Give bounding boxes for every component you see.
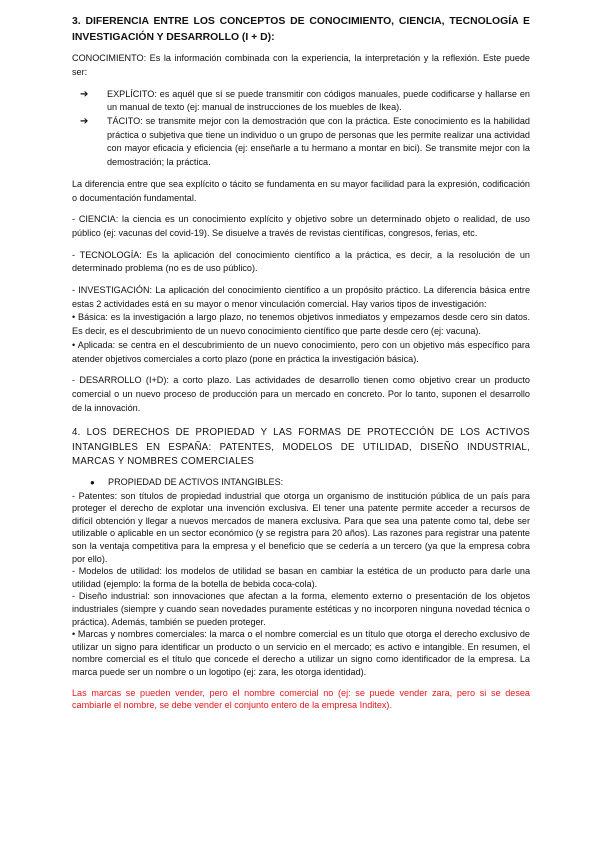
aplicada-paragraph: • Aplicada: se centra en el descubrimiento de un nuevo conocimiento, pero con un objetivo más específico para atender objetivos comerciales a corto plazo (pone en práctica la investigación básica). [72,339,530,364]
conocimiento-paragraph: CONOCIMIENTO: Es la información combinada con la experiencia, la interpretación y la reflexión. Este puede ser: [72,53,530,77]
desarrollo-paragraph: - DESARROLLO (I+D): a corto plazo. Las actividades de desarrollo tienen como objetivo crear un producto comercial o un nuevo proceso de producción para un mercado en concreto. Por lo tanto, suponen el desarrollo de la innovación. [72,375,530,413]
nota-roja: Las marcas se pueden vender, pero el nombre comercial no (ej: se puede vender zara, pero si se desea cambiarle el nombre, se debe vender el conjunto entero de la empresa Inditex). [72,687,530,711]
explicito-text: EXPLÍCITO: es aquél que sí se puede transmitir con códigos manuales, puede codificarse y hallarse en un manual de texto (ej: manual de instrucciones de los muebles de Ikea). [107,88,530,113]
tecnologia-paragraph: - TECNOLOGÍA: Es la aplicación del conocimiento científico a la práctica, es decir, a la resolución de un determinado problema (no es de uso público). [72,249,530,274]
arrow-right-icon: ➔ [80,88,89,100]
basica-paragraph: • Básica: es la investigación a largo plazo, no tenemos objetivos inmediatos y empezamos desde cero sin datos. Es decir, es el descubrimiento de un nuevo conocimiento científico que parte desde cero (ej: vacuna). [72,312,530,337]
diseno-paragraph: - Diseño industrial: son innovaciones que afectan a la forma, elemento externo o presentación de los objetos industriales (siempre y cuando sean novedades puramente estéticas y no incorporen ninguna novedad técnica o práctica). Además, también se pueden proteger. [72,591,530,627]
investigacion-paragraph: - INVESTIGACIÓN: La aplicación del conocimiento científico a un propósito práctico. La diferencia básica entre estas 2 actividades está en su mayor o menor vinculación comercial. Hay varios tipos de investigación: [72,285,530,309]
propiedad-heading: PROPIEDAD DE ACTIVOS INTANGIBLES: [108,476,284,487]
arrow-right-icon: ➔ [80,116,89,127]
document-page [72,14,530,712]
modelos-paragraph: - Modelos de utilidad: los modelos de utilidad se basan en cambiar la estética de un producto para darle una utilidad (ejemplo: la forma de la botella de bebida coca-cola). [72,566,530,589]
list-item-tacito [72,115,530,170]
diferencia-paragraph: La diferencia entre que sea explícito o tácito se fundamenta en su mayor facilidad para la expresión, codificación o documentación fundamental. [72,178,530,203]
ciencia-paragraph: - CIENCIA: la ciencia es un conocimiento explícito y objetivo sobre un determinado objeto o realidad, de uso público (ej: vacunas del covid-19). Se disuelve a través de revistas científicas, congresos, ferias, etc. [72,214,530,238]
list-item-propiedad [72,476,530,490]
tacito-text: TÁCITO: se transmite mejor con la demostración que con la práctica. Este conocimiento es la habilidad práctica o subjetiva que tiene un individuo o un grupo de personas que les permite realizar una actividad con mayor eficacia y eficiencia (ej: enseñarle a tu hermano a montar en bici). Se transmite mejor con la demostración; la práctica. [107,116,530,168]
marcas-paragraph: • Marcas y nombres comerciales: la marca o el nombre comercial es un título que otorga el derecho exclusivo de utilizar un signo para identificar un producto o un servicio en el mercado; es activo e intangible. En resumen, el nombre comercial es el título que concede el derecho a utilizar un signo como identificador de la empresa. La marca puede ser un nombre o un logotipo (ej: zara, les otorga identidad). [72,629,530,677]
section-3-title: 3. DIFERENCIA ENTRE LOS CONCEPTOS DE CONOCIMIENTO, CIENCIA, TECNOLOGÍA E INVESTIGACIÓN Y DESARROLLO (I + D): [72,16,530,43]
list-item-explicito [72,88,530,115]
patentes-paragraph: - Patentes: son títulos de propiedad industrial que otorga un organismo de institución pública de un país para proteger el derecho de explotar una invención exclusiva. El tener una patente permite acceder a recursos de difícil obtención y llegar a nuevos mercados de manera exclusiva. Para que sea una patente como tal, debe ser utilizable o aplicable en un sector económico (y se registra para 20 años). Las razones para registrar una patente son la ventaja competitiva para la empresa y el beneficio que se cedería a un tercero (ya que la empresa cobra por ello). [72,490,530,564]
section-4-title: 4. LOS DERECHOS DE PROPIEDAD Y LAS FORMAS DE PROTECCIÓN DE LOS ACTIVOS INTANGIBLES EN ESPAÑA: PATENTES, MODELOS DE UTILIDAD, DISEÑO INDUSTRIAL, MARCAS Y NOMBRES COMERCIALES [72,427,530,467]
bullet-dot-icon: ● [90,477,95,487]
